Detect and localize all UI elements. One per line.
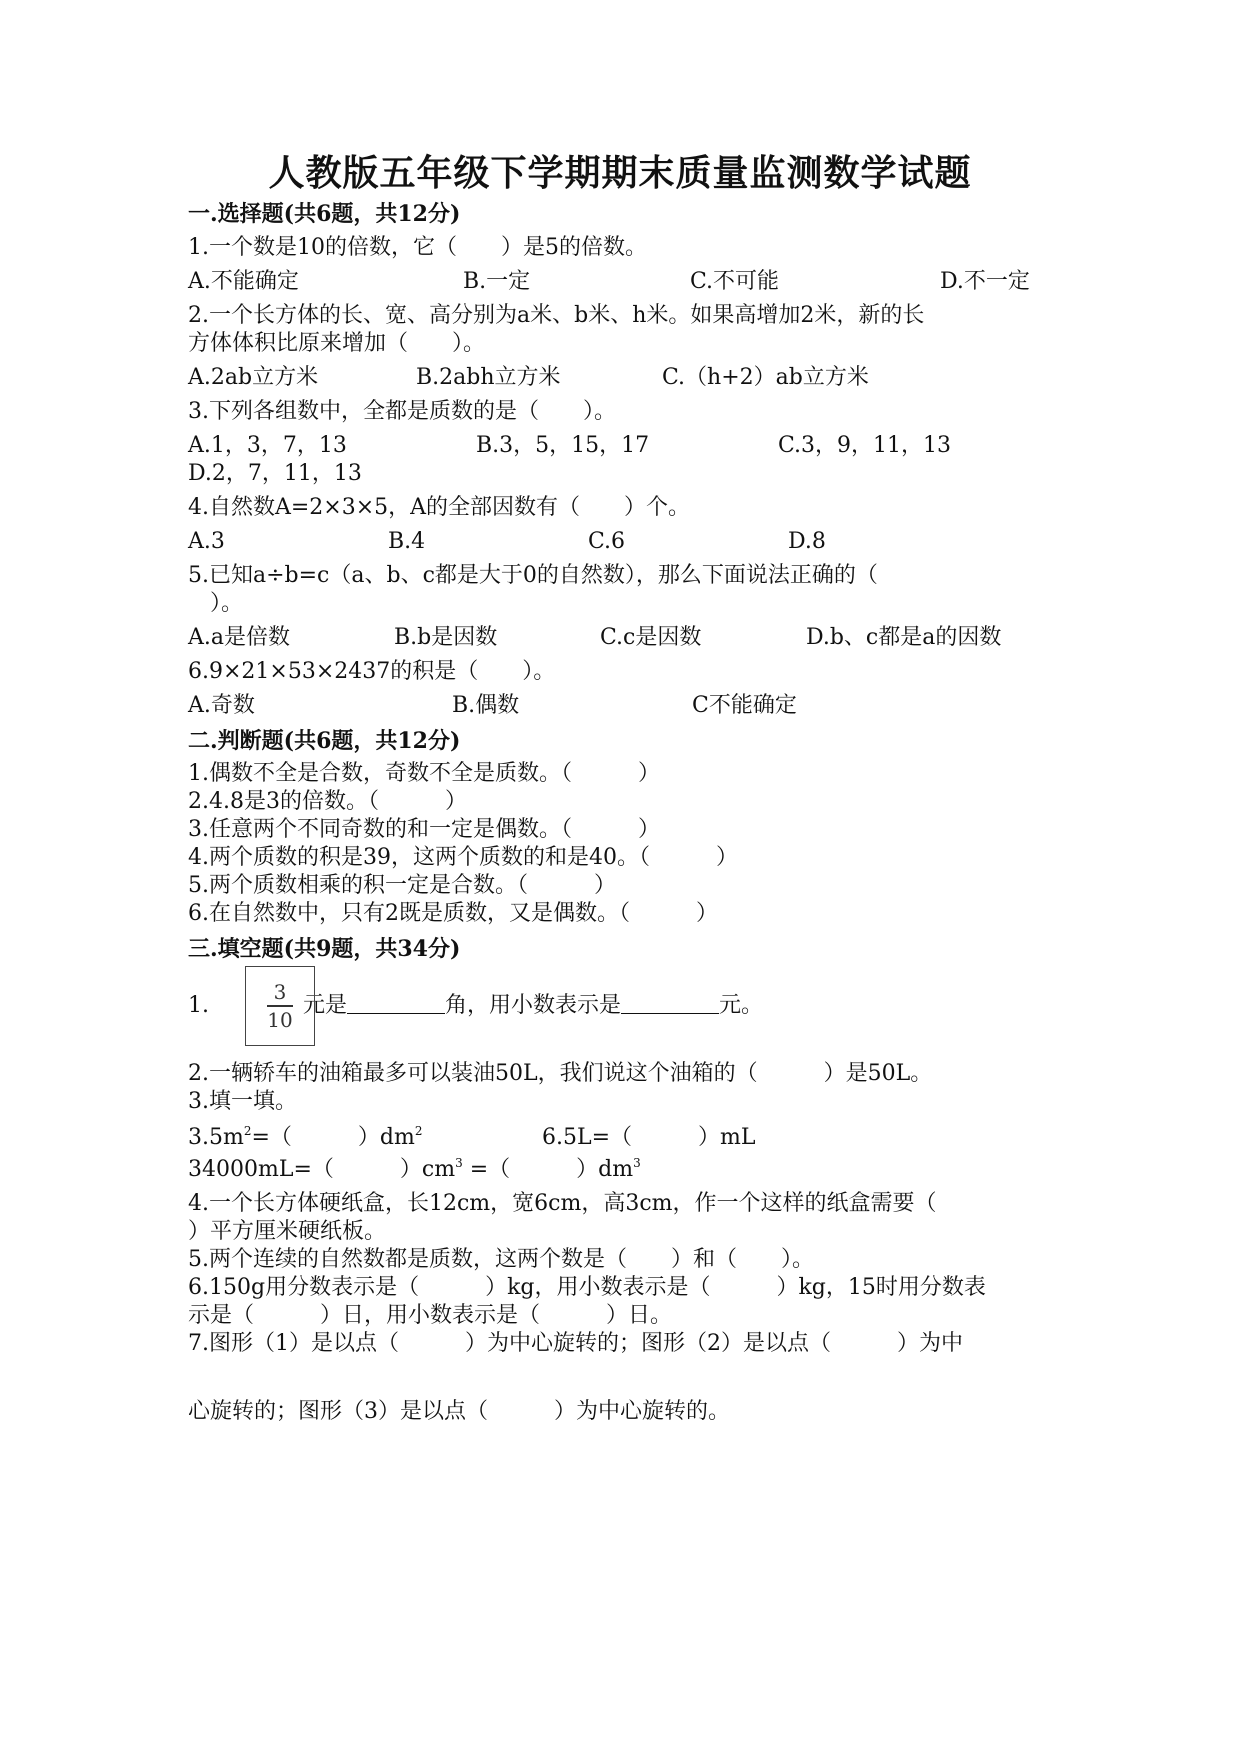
fraction — [246, 981, 314, 1031]
option-c: C.3，9，11，13 — [778, 433, 952, 458]
fill-text: 元是 — [303, 993, 348, 1018]
fill-question-1 — [188, 992, 1068, 1020]
option-b: B.3，5，15，17 — [476, 433, 650, 458]
fill-question-3-row2 — [188, 1156, 1068, 1184]
option-a: A.a是倍数 — [188, 625, 290, 650]
judge-item: 4.两个质数的积是39，这两个质数的和是40。（ ） — [188, 845, 738, 870]
judge-item: 2.4.8是3的倍数。（ ） — [188, 789, 467, 814]
fill-question-3-stem: 3.填一填。 — [188, 1089, 297, 1114]
section-header-judge: 二.判断题(共6题，共12分) — [188, 728, 461, 754]
judge-item: 5.两个质数相乘的积一定是合数。（ ） — [188, 873, 616, 898]
option-a: A.3 — [188, 529, 225, 554]
answer-blank[interactable] — [621, 993, 719, 1014]
option-c: C.不可能 — [690, 269, 780, 294]
option-b: B.b是因数 — [394, 625, 498, 650]
judge-item: 1.偶数不全是合数，奇数不全是质数。（ ） — [188, 761, 660, 786]
unit-conversion-ml: 34000mL=（ ）$cm^3$ =（ ）$dm^3$ — [188, 1156, 641, 1182]
answer-blank[interactable] — [347, 993, 445, 1014]
fill-question-7-line1: 7.图形（1）是以点（ ）为中心旋转的；图形（2）是以点（ ）为中 — [188, 1331, 963, 1356]
option-a: A.2ab立方米 — [188, 365, 319, 390]
option-b: B.一定 — [463, 269, 531, 294]
question-4-stem: 4.自然数A=2×3×5，A的全部因数有（ ）个。 — [188, 495, 691, 520]
fill-question-7-line2: 心旋转的；图形（3）是以点（ ）为中心旋转的。 — [188, 1399, 730, 1424]
fill-question-6-line1: 6.150g用分数表示是（ ）kg，用小数表示是（ ）kg，15时用分数表 — [188, 1275, 986, 1300]
fill-question-4-line2: ）平方厘米硬纸板。 — [188, 1219, 387, 1244]
question-6-stem: 6.9×21×53×2437的积是（ ）。 — [188, 659, 556, 684]
section-header-fill: 三.填空题(共9题，共34分) — [188, 936, 461, 962]
fraction-numerator: 3 — [273, 980, 287, 1004]
option-b: B.偶数 — [452, 693, 520, 718]
page-title: 人教版五年级下学期期末质量监测数学试题 — [268, 152, 972, 194]
question-2-stem-line1: 2.一个长方体的长、宽、高分别为a米、b米、h米。如果高增加2米，新的长 — [188, 303, 925, 328]
option-c: C.（h+2）ab立方米 — [662, 365, 869, 390]
fraction-image-box — [245, 966, 315, 1046]
question-5-stem-line2: ）。 — [188, 591, 244, 616]
option-a: A.不能确定 — [188, 269, 299, 294]
option-d: D.不一定 — [940, 269, 1030, 294]
question-number: 1. — [188, 993, 209, 1018]
unit-conversion-volume: 6.5L=（ ）mL — [542, 1125, 756, 1150]
judge-item: 3.任意两个不同奇数的和一定是偶数。（ ） — [188, 817, 660, 842]
question-5-stem-line1: 5.已知a÷b=c（a、b、c都是大于0的自然数），那么下面说法正确的（ — [188, 563, 878, 588]
fill-question-2: 2.一辆轿车的油箱最多可以装油50L，我们说这个油箱的（ ）是50L。 — [188, 1061, 933, 1086]
fraction-denominator: 10 — [267, 1007, 293, 1032]
fill-question-4-line1: 4.一个长方体硬纸盒，长12cm，宽6cm，高3cm，作一个这样的纸盒需要（ — [188, 1191, 937, 1216]
fill-question-5: 5.两个连续的自然数都是质数，这两个数是（ ）和（ ）。 — [188, 1247, 814, 1272]
fill-question-6-line2: 示是（ ）日，用小数表示是（ ）日。 — [188, 1303, 673, 1328]
option-c: C.6 — [588, 529, 626, 554]
option-a: A.奇数 — [188, 693, 255, 718]
fill-text: 角，用小数表示是 — [445, 993, 622, 1018]
judge-item: 6.在自然数中，只有2既是质数，又是偶数。（ ） — [188, 901, 718, 926]
option-c: C.c是因数 — [600, 625, 702, 650]
option-d: D.b、c都是a的因数 — [806, 625, 1002, 650]
option-c: C不能确定 — [692, 693, 797, 718]
unit-conversion-area: $3.5m^2=$（ ）$dm^2$ — [188, 1124, 423, 1150]
option-d: D.2，7，11，13 — [188, 461, 362, 486]
question-3-stem: 3.下列各组数中，全都是质数的是（ ）。 — [188, 399, 616, 424]
option-b: B.2abh立方米 — [416, 365, 561, 390]
fill-text: 元。 — [719, 993, 764, 1018]
section-header-choice: 一.选择题(共6题，共12分) — [188, 201, 461, 227]
option-b: B.4 — [388, 529, 426, 554]
option-d: D.8 — [788, 529, 826, 554]
question-1-stem: 1.一个数是10的倍数，它（ ）是5的倍数。 — [188, 235, 647, 260]
fraction-bar — [267, 1005, 293, 1007]
option-a: A.1，3，7，13 — [188, 433, 347, 458]
question-2-stem-line2: 方体体积比原来增加（ ）。 — [188, 331, 486, 356]
